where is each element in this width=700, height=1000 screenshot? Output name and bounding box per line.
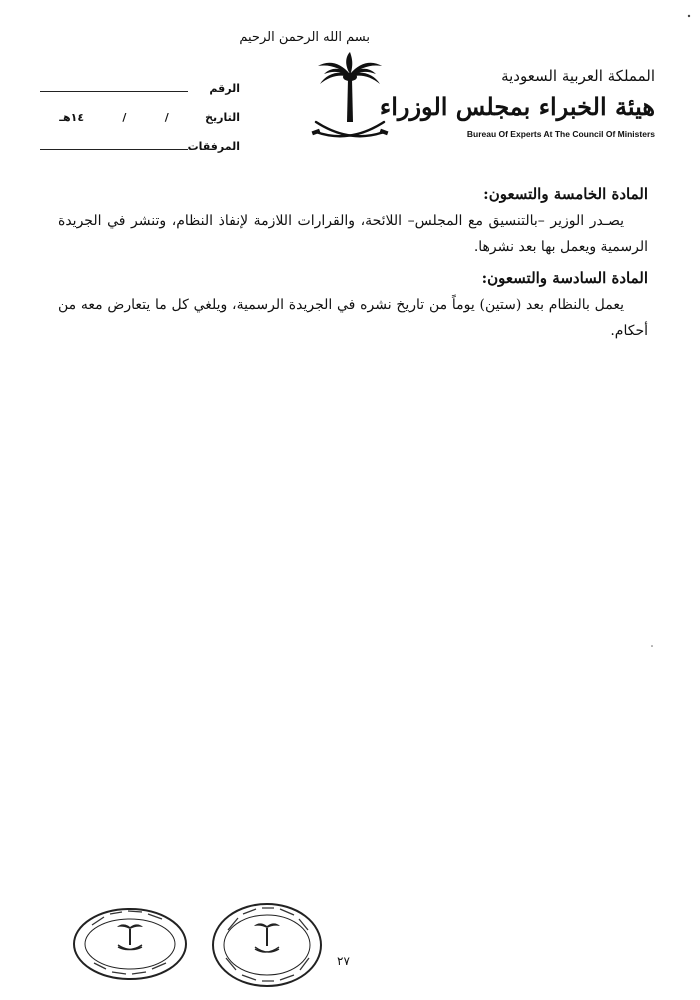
institution-block <box>379 66 655 140</box>
reference-row <box>40 66 240 95</box>
reference-fields <box>40 66 240 153</box>
date-separator: / <box>122 111 127 124</box>
attachments-line <box>40 137 188 150</box>
palm-swords-emblem-icon <box>310 52 390 147</box>
article-95-title: المادة الخامسة والتسعون: <box>483 185 648 203</box>
official-seal-icon <box>70 905 190 983</box>
date-value <box>40 111 188 124</box>
date-row <box>40 95 240 124</box>
basmala: بسم الله الرحمن الرحيم <box>239 30 370 45</box>
article-96-title: المادة السادسة والتسعون: <box>481 269 648 287</box>
date-separator: / <box>164 111 169 124</box>
article-96-text: يعمل بالنظام بعد (ستين) يوماً من تاريخ نشره في الجريدة الرسمية، ويلغي كل ما يتعارض معه من أحكام. <box>58 297 648 339</box>
official-seal-icon <box>210 900 325 990</box>
country-name: المملكة العربية السعودية <box>501 67 655 85</box>
date-year: ١٤هـ <box>59 111 85 124</box>
reference-line <box>40 79 188 92</box>
date-label: التاريخ <box>205 111 240 124</box>
document-body <box>58 180 648 348</box>
page-number: ٢٧ <box>337 954 350 968</box>
reference-label: الرقم <box>209 82 240 95</box>
article-95-text: يصـدر الوزير –بالتنسيق مع المجلس– اللائحة، والقرارات اللازمة لإنفاذ النظام، وتنشر في الجريدة الرسمية ويعمل بها بعد نشرها. <box>58 213 648 255</box>
bureau-name-english: Bureau Of Experts At The Council Of Ministers <box>466 129 655 139</box>
bureau-name-arabic: هيئة الخبراء بمجلس الوزراء <box>379 92 655 121</box>
attachments-label: المرفقات <box>187 140 240 153</box>
attachments-row <box>40 124 240 153</box>
